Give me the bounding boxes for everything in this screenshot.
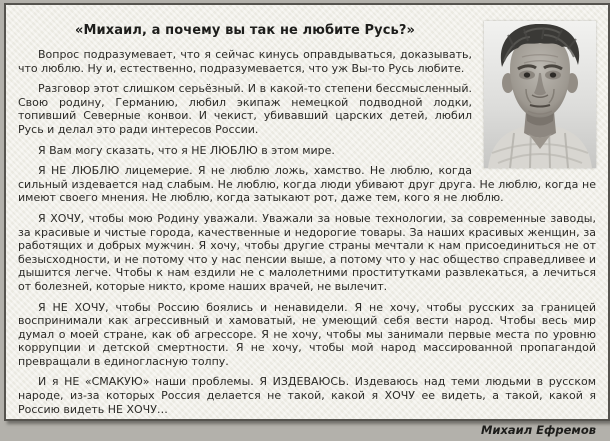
- paragraph-ne-lyublyu: Я НЕ ЛЮБЛЮ лицемерие. Я не люблю ложь, хамство. Не люблю, когда сильный издевается над слабым. Не люблю, когда люди убивают друг друга. Не люблю, когда не имеют своего мнения. Не люблю, когда затыкают рот, даже тем, кого я не люблю.: [18, 164, 596, 205]
- paragraph-conversation: Разговор этот слишком серьёзный. И в какой-то степени бессмысленный. Свою родину, Германию, любил экипаж немецкой подводной лодки, топивший Северные конвои. И чекист, убивавший царских детей, любил Русь и делал это ради интересов России.: [18, 82, 472, 136]
- paragraph-intro: Вопрос подразумевает, что я сейчас кинусь оправдываться, доказывать, что люблю. Ну и, естественно, подразумевается, что уж Вы-то Русь любите.: [18, 48, 472, 75]
- author-signature: Михаил Ефремов: [480, 423, 596, 438]
- document-title: «Михаил, а почему вы так не любите Русь?»: [75, 23, 415, 38]
- paragraph-khochu: Я ХОЧУ, чтобы мою Родину уважали. Уважали за новые технологии, за современные заводы, за красивые и чистые города, качественные и недорогие товары. За наших красивых женщин, за работящих и добрых мужчин. Я хочу, чтобы другие страны мечтали к нам присоединиться не от безысходности, и не потому что у нас пенсии выше, а потому что у нас общество справедливее и дышится легче. Чтобы к нам ездили не с малолетними проститутками развлекаться, а лечиться от болезней, которые никто, кроме наших врачей, не вылечит.: [18, 211, 596, 293]
- paper-sheet: [4, 3, 610, 438]
- paragraph-closing: И я НЕ «СМАКУЮ» наши проблемы. Я ИЗДЕВАЮСЬ. Издеваюсь над теми людьми в русском народе, из-за которых Россия делается не такой, какой я ХОЧУ ее видеть, а такой, какой я Россию видеть НЕ ХОЧУ…: [18, 375, 596, 416]
- portrait-photo-image: [484, 21, 596, 168]
- paragraph-lead-in: Я Вам могу сказать, что я НЕ ЛЮБЛЮ в этом мире.: [38, 143, 335, 157]
- portrait-photo: [484, 21, 596, 168]
- paragraph-ne-khochu: Я НЕ ХОЧУ, чтобы Россию боялись и ненавидели. Я не хочу, чтобы русских за границей воспринимали как агрессивный и хамоватый, не умеющий себя вести народ. Чтобы весь мир думал о моей стране, как об агрессоре. Я не хочу, чтобы мы занимали первые места по уровню коррупции и детской смертности. Я не хочу, чтобы мой народ массированной пропагандой превращали в единогласную толпу.: [18, 300, 596, 368]
